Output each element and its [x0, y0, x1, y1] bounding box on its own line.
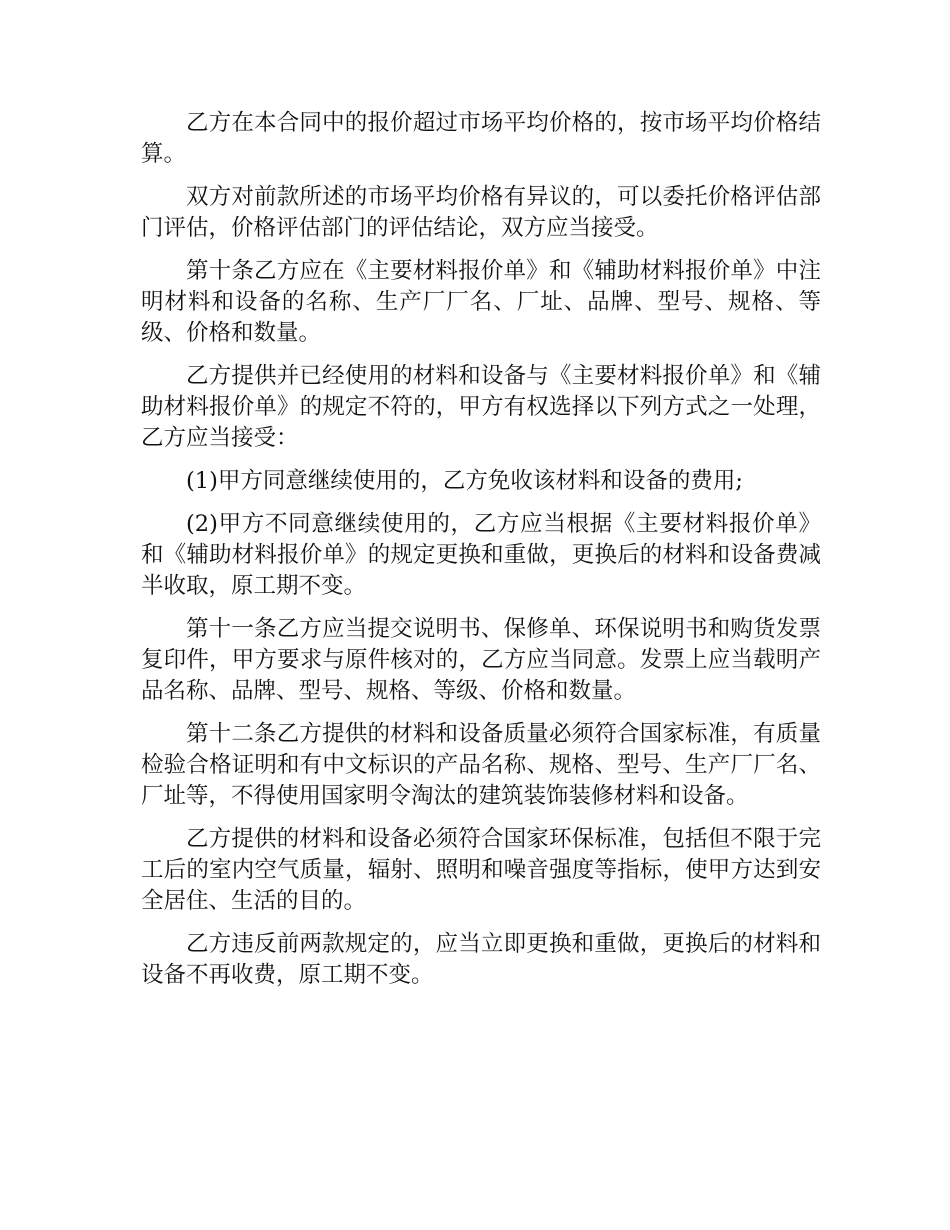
paragraph-nonconforming-materials: 乙方提供并已经使用的材料和设备与《主要材料报价单》和《辅助材料报价单》的规定不符的，甲方有权选择以下列方式之一处理，乙方应当接受：	[141, 363, 821, 451]
paragraph-article-11: 第十一条乙方应当提交说明书、保修单、环保说明书和购货发票复印件，甲方要求与原件核对的，乙方应当同意。发票上应当载明产品名称、品牌、型号、规格、等级、价格和数量。	[141, 616, 821, 704]
document-body	[141, 108, 821, 1003]
paragraph-environmental-standards: 乙方提供的材料和设备必须符合国家环保标准，包括但不限于完工后的室内空气质量，辐射、照明和噪音强度等指标，使甲方达到安全居住、生活的目的。	[141, 826, 821, 914]
paragraph-market-price-settlement: 乙方在本合同中的报价超过市场平均价格的，按市场平均价格结算。	[141, 110, 821, 167]
paragraph-price-dispute-evaluation: 双方对前款所述的市场平均价格有异议的，可以委托价格评估部门评估，价格评估部门的评估结论，双方应当接受。	[141, 184, 821, 241]
paragraph-option-2: (2)甲方不同意继续使用的，乙方应当根据《主要材料报价单》和《辅助材料报价单》的规定更换和重做，更换后的材料和设备费减半收取，原工期不变。	[141, 511, 821, 599]
paragraph-article-10: 第十条乙方应在《主要材料报价单》和《辅助材料报价单》中注明材料和设备的名称、生产厂厂名、厂址、品牌、型号、规格、等级、价格和数量。	[141, 258, 821, 346]
paragraph-article-12: 第十二条乙方提供的材料和设备质量必须符合国家标准，有质量检验合格证明和有中文标识的产品名称、规格、型号、生产厂厂名、厂址等，不得使用国家明令淘汰的建筑装饰装修材料和设备。	[141, 721, 821, 809]
paragraph-violation-remedy: 乙方违反前两款规定的，应当立即更换和重做，更换后的材料和设备不再收费，原工期不变。	[141, 931, 821, 988]
paragraph-option-1: (1)甲方同意继续使用的，乙方免收该材料和设备的费用;	[186, 468, 743, 494]
